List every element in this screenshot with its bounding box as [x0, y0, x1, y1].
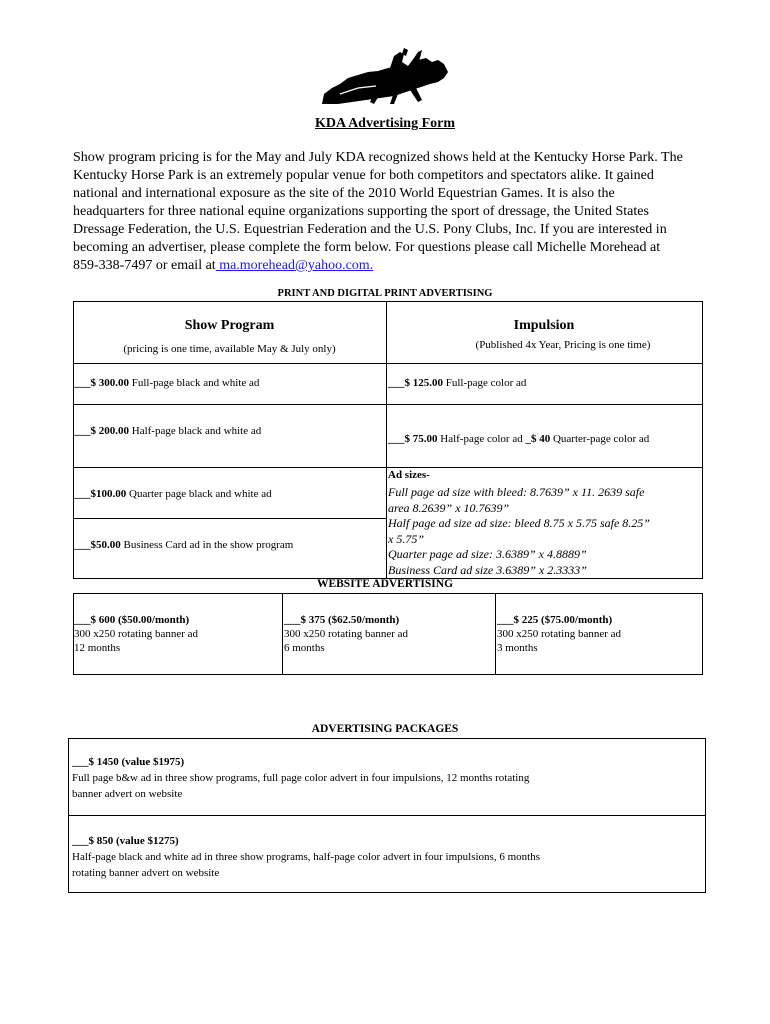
show-program-option[interactable] — [74, 376, 259, 390]
option-price: ___$50.00 — [74, 539, 121, 551]
ad-sizes-label: Ad sizes- — [388, 469, 430, 481]
option-term: 6 months — [284, 642, 325, 654]
kda-logo — [318, 48, 450, 110]
package-desc: Half-page black and white ad in three show programs, half-page color advert in four impulsions, 6 months — [72, 851, 540, 863]
show-program-header: Show Program — [184, 318, 275, 333]
option-price: ___$ 300.00 — [74, 377, 129, 389]
package-price: ___$ 1450 (value $1975) — [72, 756, 185, 768]
option-desc: Full-page color ad — [443, 377, 527, 389]
show-program-note: (pricing is one time, available May & July only) — [123, 343, 336, 355]
impulsion-note: (Published 4x Year, Pricing is one time) — [475, 339, 651, 351]
website-option[interactable] — [74, 613, 198, 655]
option-desc: Full-page black and white ad — [129, 377, 260, 389]
packages-section-heading: ADVERTISING PACKAGES — [311, 723, 459, 735]
ad-size-line: area 8.2639” x 10.7639” — [388, 500, 510, 515]
option-price: ___$ 375 ($62.50/month) — [284, 614, 400, 626]
print-section-heading: PRINT AND DIGITAL PRINT ADVERTISING — [277, 288, 493, 299]
option-price: ___$ 200.00 — [74, 425, 129, 437]
option-term: 3 months — [497, 642, 538, 654]
email-link[interactable]: ma.morehead@yahoo.com. — [215, 258, 374, 273]
impulsion-header: Impulsion — [513, 318, 575, 333]
package-desc: rotating banner advert on website — [72, 867, 220, 879]
ad-sizes-list — [388, 485, 688, 578]
option-price: ___$ 600 ($50.00/month) — [74, 614, 190, 626]
package-option[interactable] — [72, 755, 702, 801]
ad-size-line: Business Card ad size 3.6389” x 2.3333” — [388, 562, 587, 577]
ad-size-line: x 5.75” — [388, 531, 424, 546]
show-program-option[interactable] — [74, 424, 261, 438]
package-option[interactable] — [72, 834, 702, 880]
show-program-option[interactable] — [74, 487, 272, 501]
intro-paragraph — [73, 149, 688, 275]
website-section-heading: WEBSITE ADVERTISING — [316, 578, 454, 590]
option-desc: Quarter page black and white ad — [126, 488, 272, 500]
show-program-option[interactable] — [74, 538, 293, 552]
option-desc: 300 x250 rotating banner ad — [284, 628, 409, 640]
option-desc: 300 x250 rotating banner ad — [74, 628, 199, 640]
option-desc: 300 x250 rotating banner ad — [497, 628, 622, 640]
option-desc-2: Quarter-page color ad — [550, 433, 650, 445]
website-option[interactable] — [284, 613, 408, 655]
option-price: ___$ 75.00 — [388, 433, 438, 445]
impulsion-option[interactable] — [388, 432, 649, 446]
option-term: 12 months — [74, 642, 121, 654]
impulsion-option[interactable] — [388, 376, 526, 390]
ad-size-line: Half page ad size ad size: bleed 8.75 x 5.75 safe 8.25” — [388, 516, 650, 530]
option-price-2: _$ 40 — [525, 433, 551, 445]
package-desc: Full page b&w ad in three show programs, full page color advert in four impulsions, 12 months rotating — [72, 772, 530, 784]
package-desc: banner advert on website — [72, 788, 183, 800]
package-price: ___$ 850 (value $1275) — [72, 835, 179, 847]
ad-size-line: Full page ad size with bleed: 8.7639” x 11. 2639 safe — [388, 485, 645, 499]
option-desc: Half-page color ad — [437, 433, 526, 445]
option-price: ___$ 225 ($75.00/month) — [497, 614, 613, 626]
ad-size-line: Quarter page ad size: 3.6389” x 4.8889” — [388, 547, 587, 561]
intro-text: Show program pricing is for the May and July KDA recognized shows held at the Kentucky Horse Park. The Kentucky Horse Park is an extremely popular venue for both competitors and spectators alike. It gained national and international exposure as the site of the 2010 World Equestrian Games. It is also the headquarters for three national equine organizations supporting the sport of dressage, the United States Dressage Federation, the U.S. Equestrian Federation and the U.S. Pony Clubs, Inc. If you are interested in becoming an advertiser, please complete the form below. For questions please call Michelle Morehead at 859-338-7497 or email at — [73, 150, 683, 273]
form-title: KDA Advertising Form — [315, 116, 455, 131]
website-option[interactable] — [497, 613, 621, 655]
option-desc: Half-page black and white ad — [129, 425, 262, 437]
option-desc: Business Card ad in the show program — [120, 539, 294, 551]
option-price: ___$100.00 — [74, 488, 127, 500]
option-price: ___$ 125.00 — [388, 377, 443, 389]
